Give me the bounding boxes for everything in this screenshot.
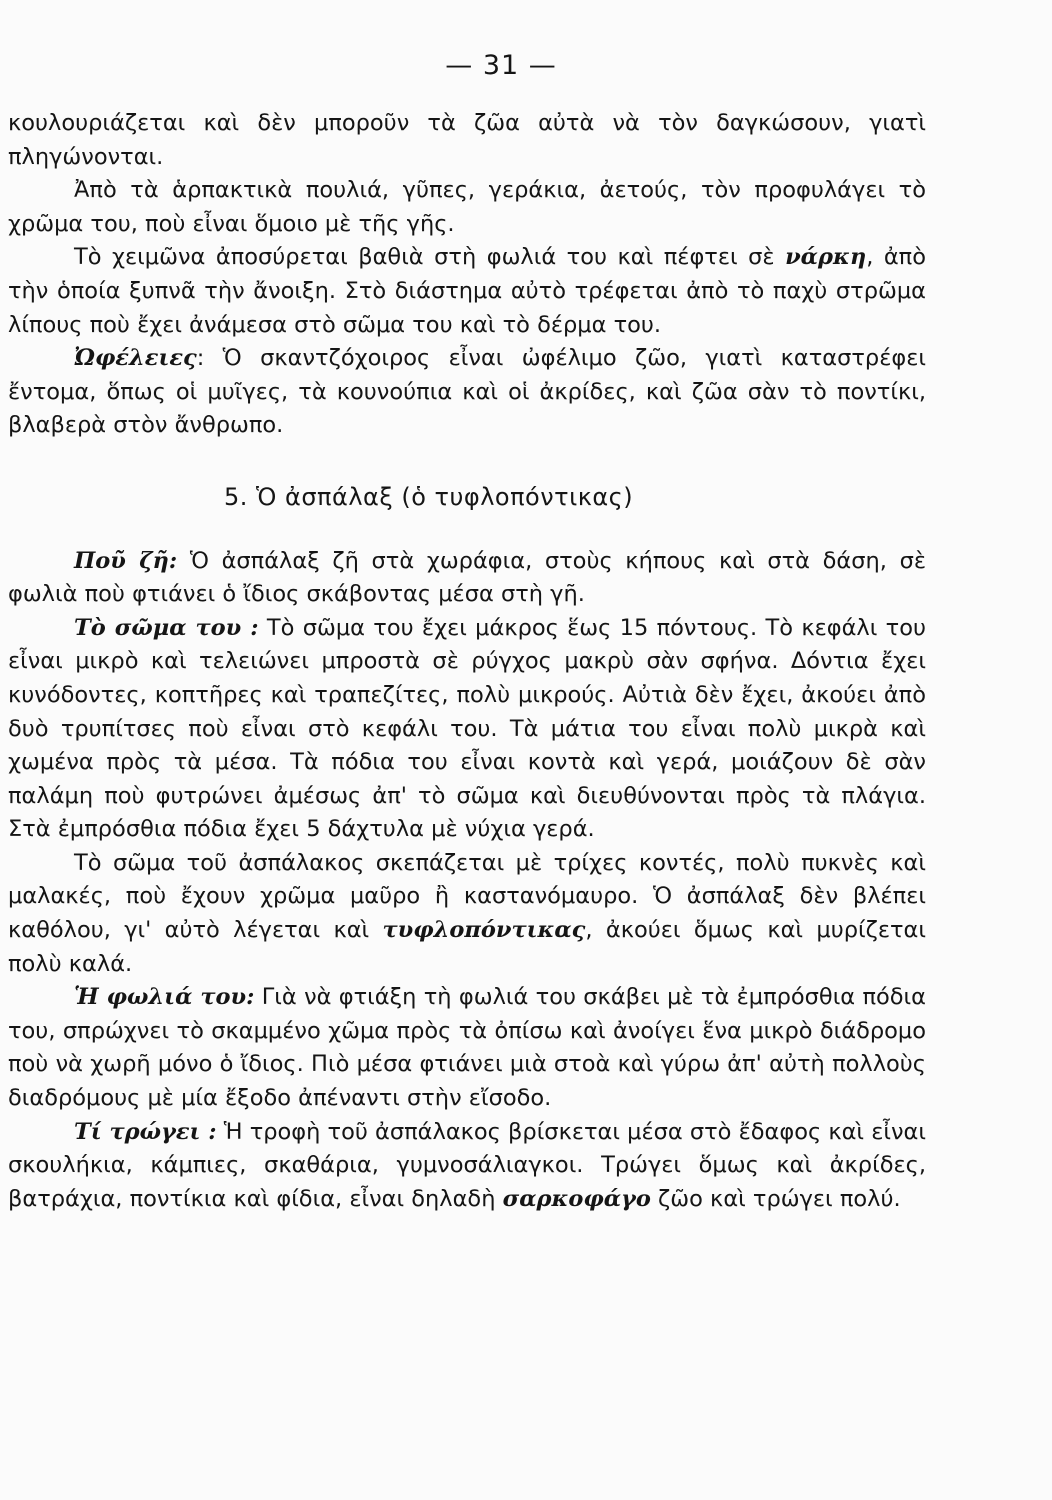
paragraph-text: Ὁ ἀσπάλαξ ζῆ στὰ χωράφια, στοὺς κήπους καὶ στὰ δάση, σὲ φωλιὰ ποὺ φτιάνει ὁ ἴδιος σκάβοντας μέσα στὴ γῆ.	[8, 547, 926, 608]
paragraph	[8, 612, 926, 847]
paragraph	[8, 241, 926, 342]
emphasis-term: νάρκη	[785, 244, 867, 271]
paragraph	[8, 342, 926, 443]
paragraph-lead: Ποῦ ζῆ:	[74, 547, 178, 574]
paragraph: Ἀπὸ τὰ ἁρπακτικὰ πουλιά, γῦπες, γεράκια, ἀετούς, τὸν προφυλάγει τὸ χρῶμα του, ποὺ εἶναι ὅμοιο μὲ τῆς γῆς.	[8, 177, 926, 237]
paragraph-lead: Τὸ σῶμα του :	[74, 614, 259, 641]
paragraph	[8, 847, 926, 981]
paragraph-text: : Ὁ σκαντζόχοιρος εἶναι ὠφέλιμο ζῶο, γιατὶ καταστρέφει ἔντομα, ὅπως οἱ μυῖγες, τὰ κουνούπια καὶ οἱ ἀκρίδες, καὶ ζῶα σὰν τὸ ποντίκι, βλαβερὰ στὸν ἄνθρωπο.	[8, 345, 926, 439]
paragraph-lead: Ἡ φωλιά του:	[74, 984, 255, 1011]
page-number: — 31 —	[445, 50, 557, 81]
paragraph-lead: Τί τρώγει :	[74, 1118, 217, 1145]
paragraph-lead: Ὠφέλειες	[74, 345, 197, 372]
section-heading: 5. Ὁ ἀσπάλαξ (ὁ τυφλοπόντικας)	[224, 482, 634, 511]
emphasis-term: τυφλοπόντικας	[382, 917, 586, 944]
paragraph-text: Τὸ σῶμα του ἔχει μάκρος ἕως 15 πόντους. Τὸ κεφάλι του εἶναι μικρὸ καὶ τελειώνει μπροστὰ σὲ ρύγχος μακρὺ σὰν σφήνα. Δόντια ἔχει κυνόδοντες, κοπτῆρες καὶ τραπεζίτες, πολὺ μικρούς. Αὐτιὰ δὲν ἔχει, ἀκούει ἀπὸ δυὸ τρυπίτσες ποὺ εἶναι στὸ κεφάλι του. Τὰ μάτια του εἶναι πολὺ μικρὰ καὶ χωμένα πρὸς τὰ μέσα. Τὰ πόδια του εἶναι κοντὰ καὶ γερά, μοιάζουν δὲ σὰν παλάμη ποὺ φυτρώνει ἀμέσως ἀπ' τὸ σῶμα καὶ διευθύνονται πρὸς τὰ πλάγια. Στὰ ἐμπρόσθια πόδια ἔχει 5 δάχτυλα μὲ νύχια γερά.	[8, 614, 926, 843]
paragraph-text: , ἀκούει ὅμως καὶ μυρίζεται πολὺ καλά.	[8, 917, 926, 977]
paragraph-text: ζῶο καὶ τρώγει πολύ.	[650, 1185, 901, 1212]
paragraph-text: , ἀπὸ τὴν ὁποία ξυπνᾶ τὴν ἄνοιξη. Στὸ διάστημα αὐτὸ τρέφεται ἀπὸ τὸ παχὺ στρῶμα λίπους ποὺ ἔχει ἀνάμεσα στὸ σῶμα του καὶ τὸ δέρμα του.	[8, 244, 926, 338]
paragraph-text: Γιὰ νὰ φτιάξη τὴ φωλιά του σκάβει μὲ τὰ ἐμπρόσθια πόδια του, σπρώχνει τὸ σκαμμένο χῶμα πρὸς τὰ ὀπίσω καὶ ἀνοίγει ἕνα μικρὸ διάδρομο ποὺ νὰ χωρῆ μόνο ὁ ἴδιος. Πιὸ μέσα φτιάνει μιὰ στοὰ καὶ γύρω ἀπ' αὐτὴ πολλοὺς διαδρόμους μὲ μία ἔξοδο ἀπέναντι στὴν εἴσοδο.	[8, 984, 926, 1112]
paragraph	[8, 981, 926, 1115]
paragraph-text: Τὸ χειμῶνα ἀποσύρεται βαθιὰ στὴ φωλιά του καὶ πέφτει σὲ	[74, 244, 786, 271]
body-text	[8, 107, 926, 1216]
paragraph-text: Τὸ σῶμα τοῦ ἀσπάλακος σκεπάζεται μὲ τρίχες κοντές, πολὺ πυκνὲς καὶ μαλακές, ποὺ ἔχουν χρῶμα μαῦρο ἢ καστανόμαυρο. Ὁ ἀσπάλαξ δὲν βλέπει καθόλου, γι' αὐτὸ λέγεται καὶ	[8, 849, 926, 944]
paragraph: κουλουριάζεται καὶ δὲν μποροῦν τὰ ζῶα αὐτὰ νὰ τὸν δαγκώσουν, γιατὶ πληγώνονται.	[8, 110, 926, 170]
paragraph	[8, 545, 926, 612]
paragraph	[8, 1116, 926, 1217]
emphasis-term: σαρκοφάγο	[502, 1185, 651, 1212]
paragraph-text: Ἡ τροφὴ τοῦ ἀσπάλακος βρίσκεται μέσα στὸ ἔδαφος καὶ εἶναι σκουλήκια, κάμπιες, σκαθάρια, γυμνοσάλιαγκοι. Τρώγει ὅμως καὶ ἀκρίδες, βατράχια, ποντίκια καὶ φίδια, εἶναι δηλαδὴ	[8, 1118, 926, 1212]
